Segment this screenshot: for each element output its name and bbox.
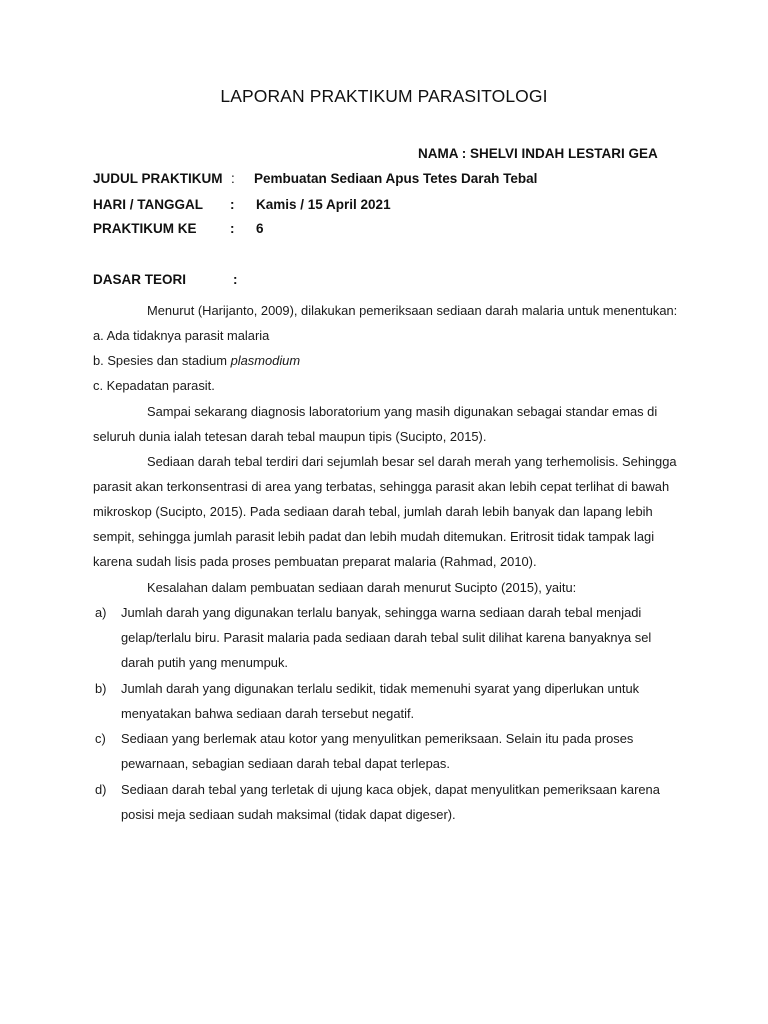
paragraph-3-line: Sediaan darah tebal terdiri dari sejumlah besar sel darah merah yang terhemolisis. Sehingga xyxy=(147,454,677,469)
report-title: LAPORAN PRAKTIKUM PARASITOLOGI xyxy=(220,86,548,106)
error-a-line: gelap/terlalu biru. Parasit malaria pada sediaan darah tebal sulit dilihat karena banyaknya sel xyxy=(121,630,652,645)
meta-value: Pembuatan Sediaan Apus Tetes Darah Tebal xyxy=(254,171,538,186)
paragraph-3-line: karena sudah lisis pada proses pembuatan preparat malaria (Rahmad, 2010). xyxy=(93,554,537,569)
error-d-line: posisi meja sediaan sudah maksimal (tidak dapat digeser). xyxy=(121,807,456,822)
list-item-b xyxy=(93,353,300,368)
student-name: NAMA : SHELVI INDAH LESTARI GEA xyxy=(418,146,658,161)
paragraph-3-line: parasit akan terkonsentrasi di area yang terbatas, sehingga parasit akan lebih cepat terlihat di bawah xyxy=(93,479,670,494)
error-c-line: pewarnaan, sebagian sediaan darah tebal dapat terlepas. xyxy=(121,756,450,771)
error-a-line: Jumlah darah yang digunakan terlalu banyak, sehingga warna sediaan darah tebal menjadi xyxy=(121,605,642,620)
meta-separator: : xyxy=(230,197,235,212)
paragraph-2-line: seluruh dunia ialah tetesan darah tebal maupun tipis (Sucipto, 2015). xyxy=(93,429,487,444)
error-b-line: Jumlah darah yang digunakan terlalu sedikit, tidak memenuhi syarat yang diperlukan untuk xyxy=(121,681,640,696)
list-item-a: a. Ada tidaknya parasit malaria xyxy=(93,328,270,343)
paragraph-2-line: Sampai sekarang diagnosis laboratorium yang masih digunakan sebagai standar emas di xyxy=(147,404,658,419)
paragraph-4: Kesalahan dalam pembuatan sediaan darah menurut Sucipto (2015), yaitu: xyxy=(147,580,577,595)
meta-label: PRAKTIKUM KE xyxy=(93,221,197,236)
meta-label: JUDUL PRAKTIKUM xyxy=(93,171,223,186)
error-marker-a: a) xyxy=(95,605,107,620)
paragraph-3-line: mikroskop (Sucipto, 2015). Pada sediaan darah tebal, jumlah darah lebih banyak dan lapang lebih xyxy=(93,504,653,519)
meta-label: HARI / TANGGAL xyxy=(93,197,203,212)
meta-separator: : xyxy=(230,221,235,236)
error-marker-b: b) xyxy=(95,681,107,696)
list-item-c: c. Kepadatan parasit. xyxy=(93,378,215,393)
meta-separator: : xyxy=(231,171,235,186)
error-marker-d: d) xyxy=(95,782,107,797)
section-separator: : xyxy=(233,272,238,287)
error-marker-c: c) xyxy=(95,731,106,746)
error-d-line: Sediaan darah tebal yang terletak di ujung kaca objek, dapat menyulitkan pemeriksaan karena xyxy=(121,782,660,797)
error-c-line: Sediaan yang berlemak atau kotor yang menyulitkan pemeriksaan. Selain itu pada proses xyxy=(121,731,634,746)
list-item-b-text: b. Spesies dan stadium xyxy=(93,353,231,368)
list-item-b-italic: plasmodium xyxy=(230,353,301,368)
paragraph-3-line: sempit, sehingga jumlah parasit lebih padat dan lebih mudah ditemukan. Eritrosit tidak tampak lagi xyxy=(93,529,655,544)
error-b-line: menyatakan bahwa sediaan darah tersebut negatif. xyxy=(121,706,415,721)
error-a-line: darah putih yang menumpuk. xyxy=(121,655,288,670)
meta-value: Kamis / 15 April 2021 xyxy=(256,197,391,212)
meta-value: 6 xyxy=(256,221,264,236)
paragraph-1: Menurut (Harijanto, 2009), dilakukan pemeriksaan sediaan darah malaria untuk menentukan: xyxy=(147,303,678,318)
section-heading: DASAR TEORI xyxy=(93,272,187,287)
